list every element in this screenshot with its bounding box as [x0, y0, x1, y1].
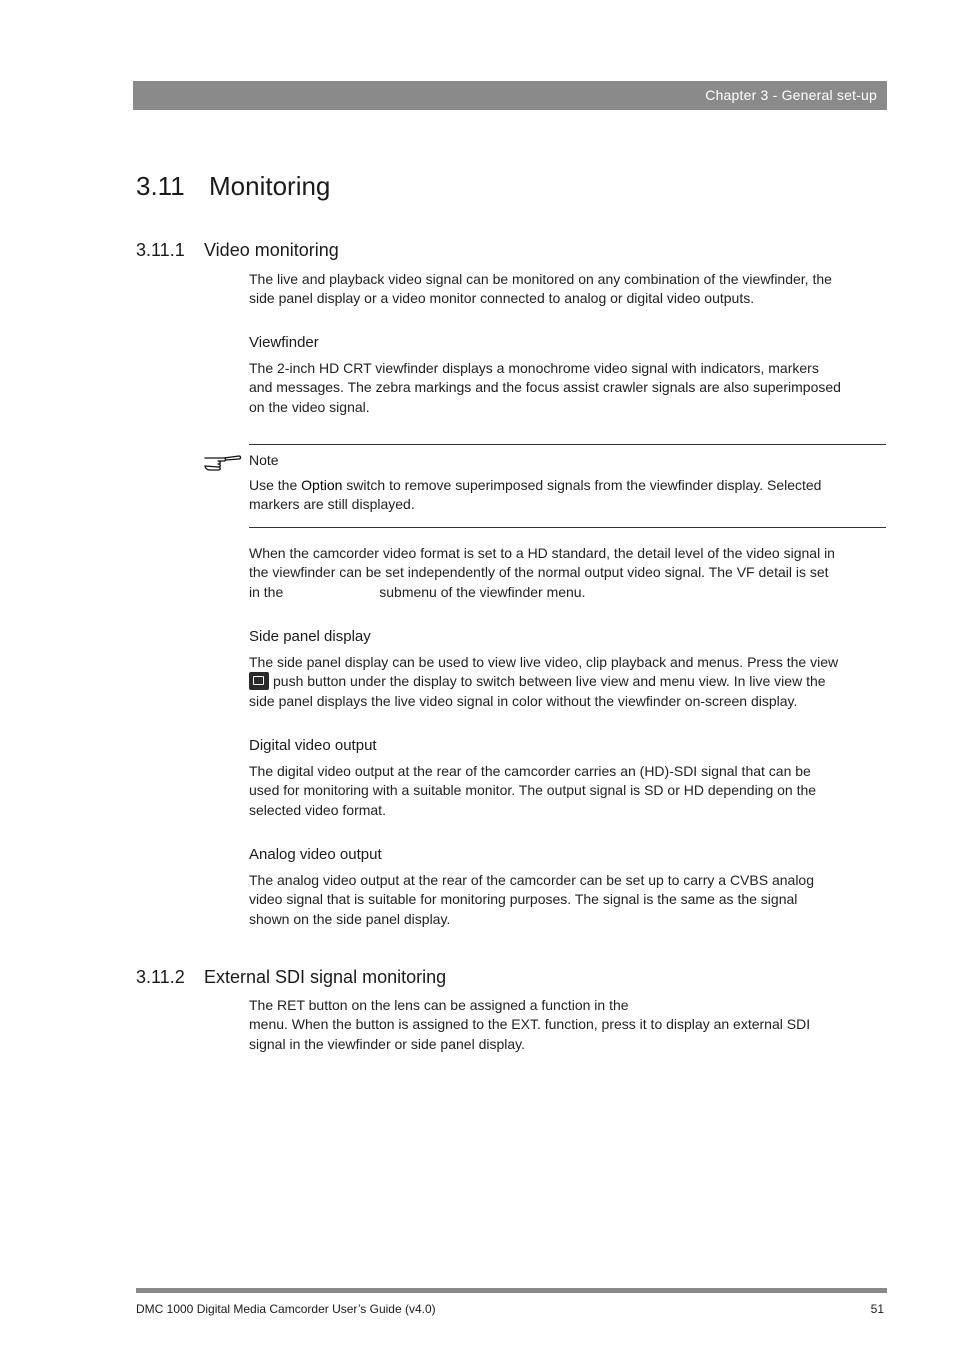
text-line: The 2-inch HD CRT viewfinder displays a monochrome video signal with indicators, markers	[249, 360, 819, 376]
text-line: The digital video output at the rear of the camcorder carries an (HD)-SDI signal that can be	[249, 763, 811, 779]
note-text	[249, 476, 887, 515]
text-line: side panel displays the live video signal in color without the viewfinder on-screen display.	[249, 692, 798, 709]
analog-output-paragraph	[249, 871, 887, 929]
video-monitoring-intro	[249, 270, 887, 309]
text-line: The live and playback video signal can be monitored on any combination of the viewfinder, the	[249, 271, 832, 287]
viewfinder-paragraph	[249, 359, 887, 417]
page-number: 51	[870, 1302, 884, 1316]
text-line: markers are still displayed.	[249, 496, 415, 513]
text-line: menu. When the button is assigned to the EXT. function, press it to display an external SDI	[249, 1016, 811, 1033]
side-panel-heading: Side panel display	[249, 628, 371, 645]
footer-rule	[136, 1288, 887, 1293]
text-line: switch to remove superimposed signals from the viewfinder display. Selected	[342, 477, 822, 493]
text-line: The side panel display can be used to view live video, clip playback and menus. Press the view	[249, 654, 839, 670]
text-line: in the	[249, 583, 284, 600]
analog-output-heading: Analog video output	[249, 846, 382, 863]
text-line: The RET button on the lens can be assigned a function in the	[249, 997, 629, 1013]
text-line: used for monitoring with a suitable monitor. The output signal is SD or HD depending on the	[249, 782, 817, 799]
text-line: signal in the viewfinder or side panel display.	[249, 1035, 526, 1052]
hd-detail-paragraph	[249, 544, 887, 602]
note-top-rule	[249, 444, 886, 445]
digital-output-heading: Digital video output	[249, 737, 377, 754]
pointing-hand-icon	[204, 451, 242, 473]
text-line: The analog video output at the rear of the camcorder can be set up to carry a CVBS analog	[249, 872, 815, 888]
text-line: video signal that is suitable for monitoring purposes. The signal is the same as the signal	[249, 891, 798, 908]
text-line: selected video format.	[249, 801, 386, 818]
text-line: and messages. The zebra markings and the focus assist crawler signals are also superimposed	[249, 379, 841, 396]
chapter-header-bar	[133, 81, 887, 110]
view-button-icon	[249, 672, 269, 690]
text-line: push button under the display to switch between live view and menu view. In live view the	[273, 673, 826, 690]
digital-output-paragraph	[249, 762, 887, 820]
text-line: side panel display or a video monitor connected to analog or digital video outputs.	[249, 290, 755, 307]
section-title-text: Monitoring	[209, 171, 331, 201]
option-switch-name: Option	[301, 477, 343, 493]
subsection-number: 3.11.2	[136, 967, 185, 987]
subsection-video-monitoring	[136, 240, 339, 261]
text-line: on the video signal.	[249, 398, 370, 415]
section-number: 3.11	[136, 171, 185, 201]
text-line: When the camcorder video format is set to a HD standard, the detail level of the video signal in	[249, 545, 835, 561]
note-label: Note	[249, 452, 279, 468]
text-line: submenu of the viewfinder menu.	[379, 583, 586, 600]
subsection-external-sdi	[136, 967, 446, 988]
external-sdi-paragraph	[249, 996, 887, 1054]
text-line: shown on the side panel display.	[249, 910, 451, 927]
section-title	[136, 171, 330, 202]
subsection-title: External SDI signal monitoring	[204, 967, 447, 987]
subsection-title: Video monitoring	[204, 240, 339, 260]
text-line: Use the	[249, 477, 302, 493]
text-line: the viewfinder can be set independently of the normal output video signal. The VF detail is set	[249, 564, 829, 581]
chapter-header-text: Chapter 3 - General set-up	[705, 87, 877, 103]
note-bottom-rule	[249, 527, 886, 528]
footer-doc-title: DMC 1000 Digital Media Camcorder User’s Guide (v4.0)	[136, 1302, 436, 1316]
viewfinder-heading: Viewfinder	[249, 334, 319, 351]
side-panel-paragraph	[249, 653, 887, 711]
subsection-number: 3.11.1	[136, 240, 185, 260]
